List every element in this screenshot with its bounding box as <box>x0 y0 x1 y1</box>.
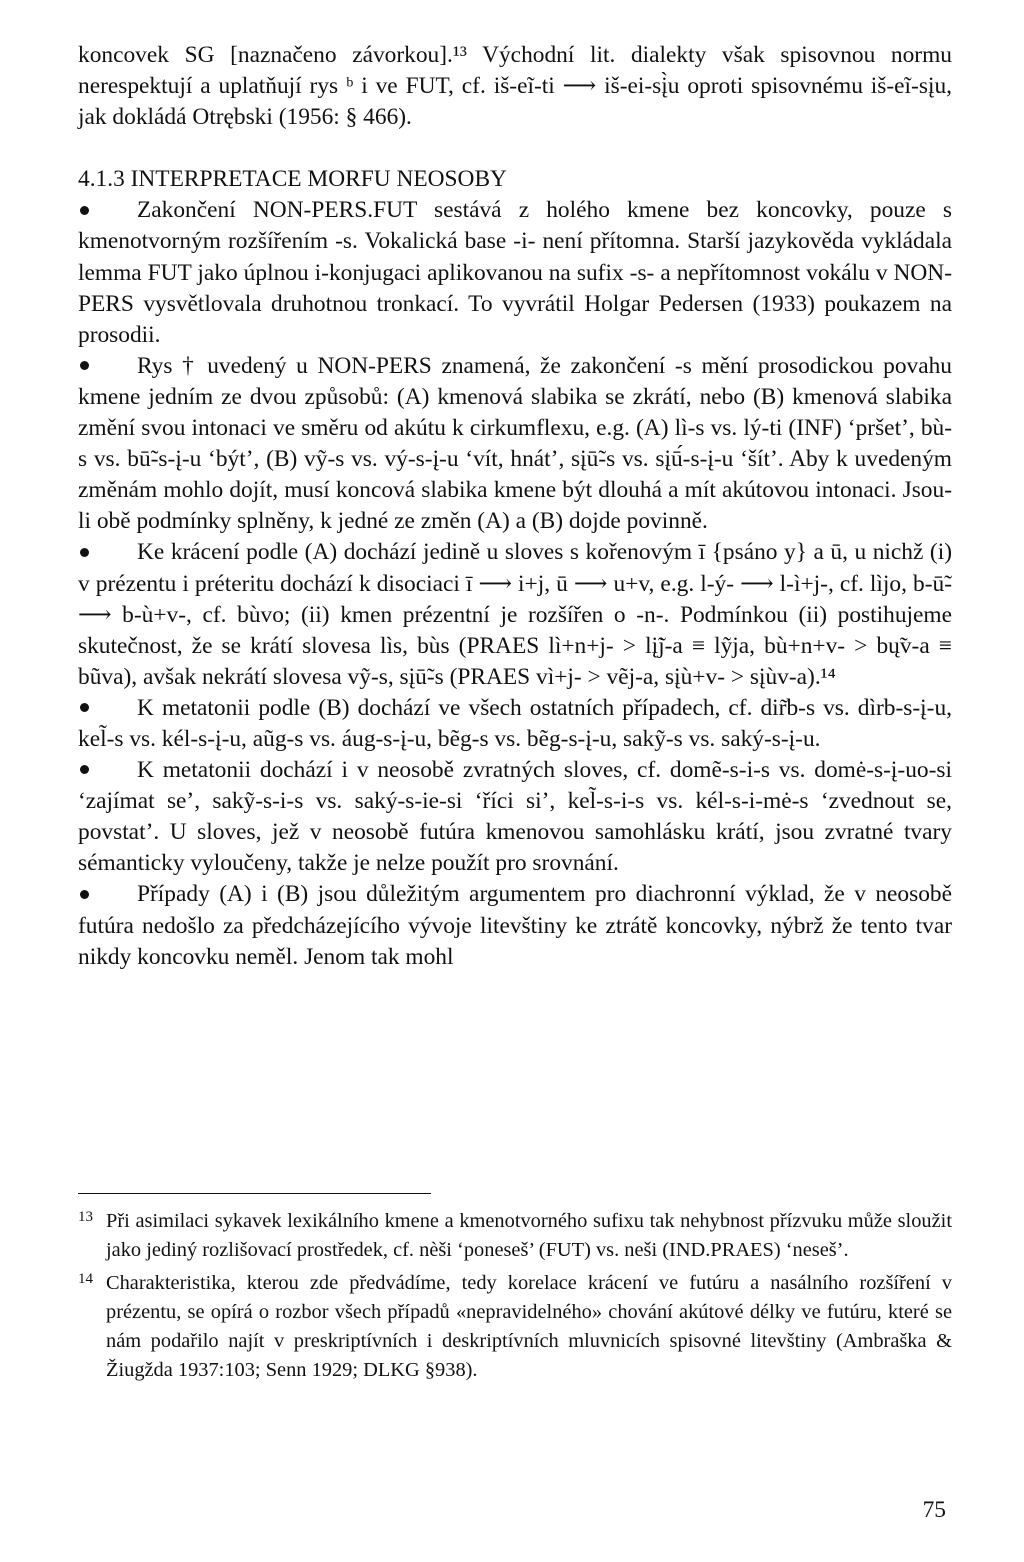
bullet-paragraph-6-text: Případy (A) i (B) jsou důležitým argumentem pro diachronní výklad, že v neosobě futúra nedošlo za předcházejícího vývoje litevštiny ke ztrátě koncovky, nýbrž že tento tvar nikdy koncovku neměl. Jenom tak mohl <box>78 881 952 970</box>
bullet-paragraph-4 <box>78 693 952 755</box>
bullet-paragraph-3 <box>78 537 952 692</box>
section-heading: 4.1.3 INTERPRETACE MORFU NEOSOBY <box>78 166 507 193</box>
footnote-13 <box>78 1207 952 1265</box>
bullet-paragraph-1-text: Zakončení NON-PERS.FUT sestává z holého kmene bez koncovky, pouze s kmenotvorným rozšířením -s. Vokalická base -i- není přítomna. Starší jazykověda vykládala lemma FUT jako úplnou i-konjugaci aplikovanou na sufix -s- a nepřítomnost vokálu v NON-PERS vysvětlovala druhotnou tronkací. To vyvrátil Holgar Pedersen (1933) poukazem na prosodii. <box>78 197 952 348</box>
footnote-text: Při asimilaci sykavek lexikálního kmene a kmenotvorného sufixu tak nehybnost přízvuku může sloužit jako jediný rozlišovací prostředek, cf. nèši ‘poneseš’ (FUT) vs. neši (IND.PRAES) ‘neseš’. <box>106 1210 952 1261</box>
bullet-paragraph-1 <box>78 195 952 350</box>
main-text <box>78 40 952 973</box>
bullet-paragraph-2 <box>78 351 952 538</box>
bullet-icon <box>80 206 89 215</box>
footnote-14 <box>78 1269 952 1385</box>
footnote-text: Charakteristika, kterou zde předvádíme, tedy korelace krácení ve futúru a nasálního rozšíření v prézentu, se opírá o rozbor všech případů «nepravidelného» chování akútové délky ve futúru, které se nám podařilo najít v preskriptívních i deskriptívních mluvnicích spisovné litevštiny (Ambraška & Žiugžda 1937:103; Senn 1929; DLKG §938). <box>106 1272 952 1381</box>
bullet-icon <box>80 703 89 712</box>
bullet-paragraph-4-text: K metatonii podle (B) dochází ve všech ostatních případech, cf. dir̃b-s vs. dìrb-s-į-u, kel̃-s vs. kél-s-į-u, aũg-s vs. áug-s-į-u, bẽg-s vs. bẽg-s-į-u, sakỹ-s vs. saký-s-į-u. <box>78 694 952 752</box>
bullet-paragraph-2-text: Rys † uvedený u NON-PERS znamená, že zakončení -s mění prosodickou povahu kmene jedním ze dvou způsobů: (A) kmenová slabika se zkrátí, nebo (B) kmenová slabika změní svou intonaci ve směru od akútu k cirkumflexu, e.g. (A) lì-s vs. lý-ti (INF) ‘pršet’, bù-s vs. bū̃-s-į-u ‘být’, (B) vỹ-s vs. vý-s-į-u ‘vít, hnát’, sįū̃-s vs. sįū́-s-į-u ‘šít’. Aby k uvedeným změnám mohlo dojít, musí koncová slabika kmene být dlouhá a mít akútovou intonaci. Jsou-li obě podmínky splněny, k jedné ze změn (A) a (B) dojde povinně. <box>78 352 952 535</box>
paragraph-continuation: koncovek SG [naznačeno závorkou].¹³ Východní lit. dialekty však spisovnou normu nerespektují a uplatňují rys ᵇ i ve FUT, cf. iš-eĩ-ti ⟶ iš-ei-sį̀u oproti spisovnému iš-eĩ-sįu, jak dokládá Otrębski (1956: § 466). <box>78 42 952 131</box>
bullet-paragraph-5-text: K metatonii dochází i v neosobě zvratných sloves, cf. domẽ-s-i-s vs. domė-s-į-uo-si ‘zajímat se’, sakỹ-s-i-s vs. saký-s-ie-si ‘říci si’, kel̃-s-i-s vs. kél-s-i-mė-s ‘zvednout se, povstat’. U sloves, jež v neosobě futúra kmenovou samohlásku krátí, jsou zvratné tvary sémanticky vyloučeny, takže je nelze použít pro srovnání. <box>78 757 952 877</box>
bullet-paragraph-3-text: Ke krácení podle (A) dochází jedině u sloves s kořenovým ī {psáno y} a ū, u nichž (i) v prézentu i préteritu dochází k disociaci ī ⟶ i+j, ū ⟶ u+v, e.g. l-ý- ⟶ l-ì+j-, cf. lìjo, b-ū̃- ⟶ b-ù+v-, cf. bùvo; (ii) kmen prézentní je rozšířen o -n-. Podmínkou (ii) postihujeme skutečnost, že se krátí slovesa lìs, bùs (PRAES lì+n+j- > lį̃j-a ≡ lỹja, bù+n+v- > bų̃v-a ≡ bũva), avšak nekrátí slovesa vỹ-s, sįū̃-s (PRAES vì+j- > vẽj-a, sįù+v- > sįùv-a).¹⁴ <box>78 539 952 690</box>
bullet-paragraph-5 <box>78 755 952 879</box>
footnote-separator <box>78 1193 431 1194</box>
page-number: 75 <box>922 1497 946 1523</box>
bullet-icon <box>80 361 89 370</box>
footnotes <box>78 1207 952 1389</box>
bullet-icon <box>80 890 89 899</box>
bullet-icon <box>80 765 89 774</box>
bullet-icon <box>80 548 89 557</box>
footnote-number: 14 <box>78 1271 93 1287</box>
footnote-number: 13 <box>78 1209 93 1225</box>
bullet-paragraph-6 <box>78 879 952 972</box>
